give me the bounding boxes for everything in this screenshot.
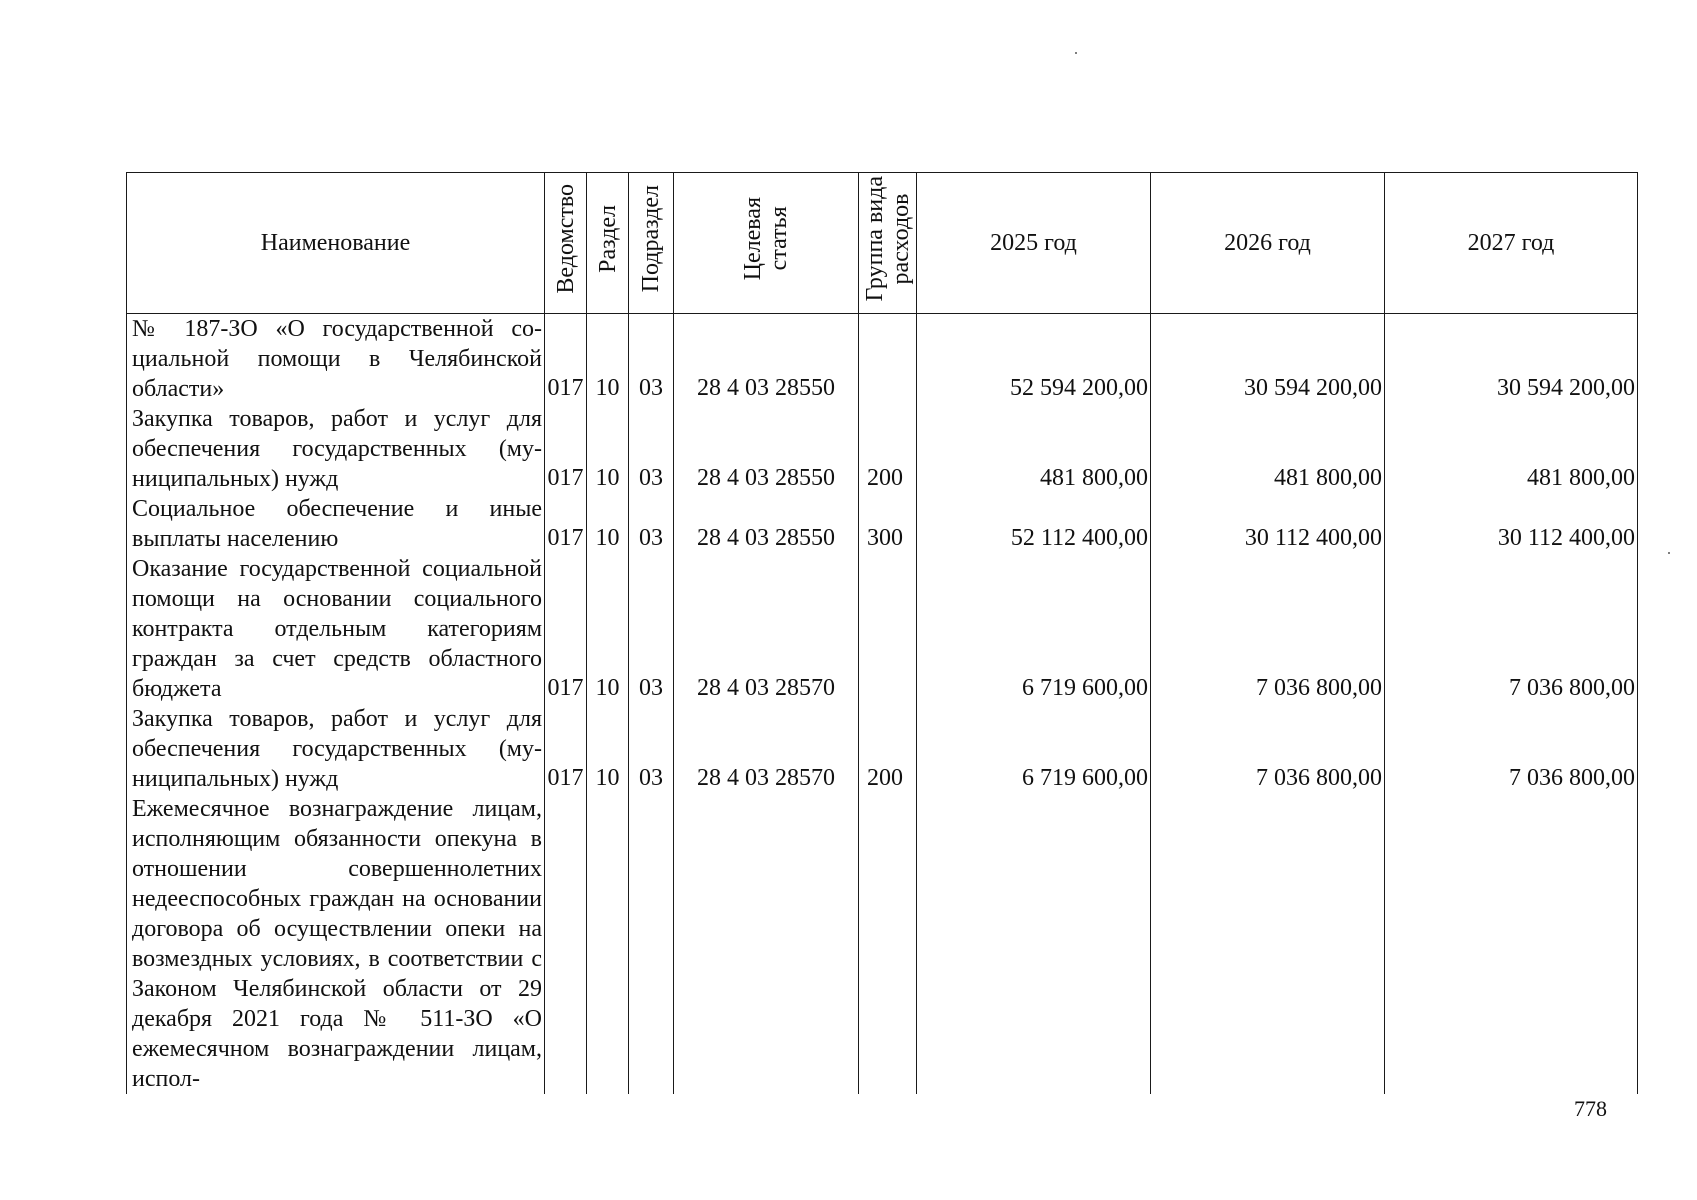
header-razdel: Раздел [587,173,629,314]
row-name: Оказание государственной социальной помощи на основании социального контракта отдельным категориям граждан за счет средств областного бюджета [127,554,545,704]
row-name: Закупка товаров, работ и услуг для обеспечения государственных (муниципальных) нужд [127,404,545,494]
table-row [127,554,1638,704]
row-kvr: 200 [859,404,917,494]
row-target: 28 4 03 28550 [674,494,859,554]
row-kvr [859,314,917,405]
row-kvr [859,794,917,1094]
row-2026: 30 594 200,00 [1151,314,1385,405]
row-2025: 481 800,00 [917,404,1151,494]
table-row [127,794,1638,1094]
row-razdel [587,794,629,1094]
row-razdel: 10 [587,404,629,494]
row-name: № 187-ЗО «О государственной социальной помощи в Челябинской области» [127,314,545,405]
header-target: Целевая статья [674,173,859,314]
row-2025: 52 594 200,00 [917,314,1151,405]
row-podrazdel: 03 [629,554,674,704]
row-2027 [1385,794,1638,1094]
row-target: 28 4 03 28550 [674,314,859,405]
row-vedomstvo: 017 [545,554,587,704]
header-name: Наименование [127,173,545,314]
row-podrazdel [629,794,674,1094]
row-vedomstvo [545,794,587,1094]
table-row [127,314,1638,405]
row-2027: 7 036 800,00 [1385,554,1638,704]
row-2025: 52 112 400,00 [917,494,1151,554]
scan-speck [1075,52,1077,54]
page-number: 778 [1574,1096,1607,1121]
row-2027: 30 112 400,00 [1385,494,1638,554]
row-2027: 481 800,00 [1385,404,1638,494]
header-2026: 2026 год [1151,173,1385,314]
row-2026: 30 112 400,00 [1151,494,1385,554]
row-podrazdel: 03 [629,404,674,494]
table-row [127,494,1638,554]
table-row [127,704,1638,794]
row-2026: 481 800,00 [1151,404,1385,494]
table-row [127,404,1638,494]
row-2027: 7 036 800,00 [1385,704,1638,794]
header-row [127,173,1638,314]
row-razdel: 10 [587,554,629,704]
row-razdel: 10 [587,494,629,554]
row-2027: 30 594 200,00 [1385,314,1638,405]
header-vedomstvo: Ведомство [545,173,587,314]
row-2025: 6 719 600,00 [917,554,1151,704]
budget-table [126,172,1638,1094]
row-2026: 7 036 800,00 [1151,704,1385,794]
row-razdel: 10 [587,314,629,405]
row-name: Ежемесячное вознаграждение лицам, исполняющим обязанности опекуна в отношении совершеннолетних недееспособных граждан на основании договора об осуществлении опеки на возмездных условиях, в соответствии с Законом Челябинской области от 29 декабря 2021 года № 511-ЗО «О ежемесячном вознаграждении лицам, испол- [127,794,545,1094]
header-kvr: Группа вида расходов [859,173,917,314]
header-2025: 2025 год [917,173,1151,314]
row-razdel: 10 [587,704,629,794]
row-2025: 6 719 600,00 [917,704,1151,794]
row-kvr [859,554,917,704]
header-podrazdel: Подраздел [629,173,674,314]
row-vedomstvo: 017 [545,494,587,554]
row-podrazdel: 03 [629,704,674,794]
row-target: 28 4 03 28550 [674,404,859,494]
row-2026: 7 036 800,00 [1151,554,1385,704]
row-podrazdel: 03 [629,494,674,554]
row-name: Закупка товаров, работ и услуг для обеспечения государственных (муниципальных) нужд [127,704,545,794]
row-2025 [917,794,1151,1094]
row-vedomstvo: 017 [545,404,587,494]
row-vedomstvo: 017 [545,314,587,405]
row-target: 28 4 03 28570 [674,704,859,794]
row-target: 28 4 03 28570 [674,554,859,704]
row-kvr: 200 [859,704,917,794]
row-kvr: 300 [859,494,917,554]
row-name: Социальное обеспечение и иные выплаты населению [127,494,545,554]
row-target [674,794,859,1094]
row-podrazdel: 03 [629,314,674,405]
scan-speck [1668,552,1670,554]
row-vedomstvo: 017 [545,704,587,794]
row-2026 [1151,794,1385,1094]
header-2027: 2027 год [1385,173,1638,314]
